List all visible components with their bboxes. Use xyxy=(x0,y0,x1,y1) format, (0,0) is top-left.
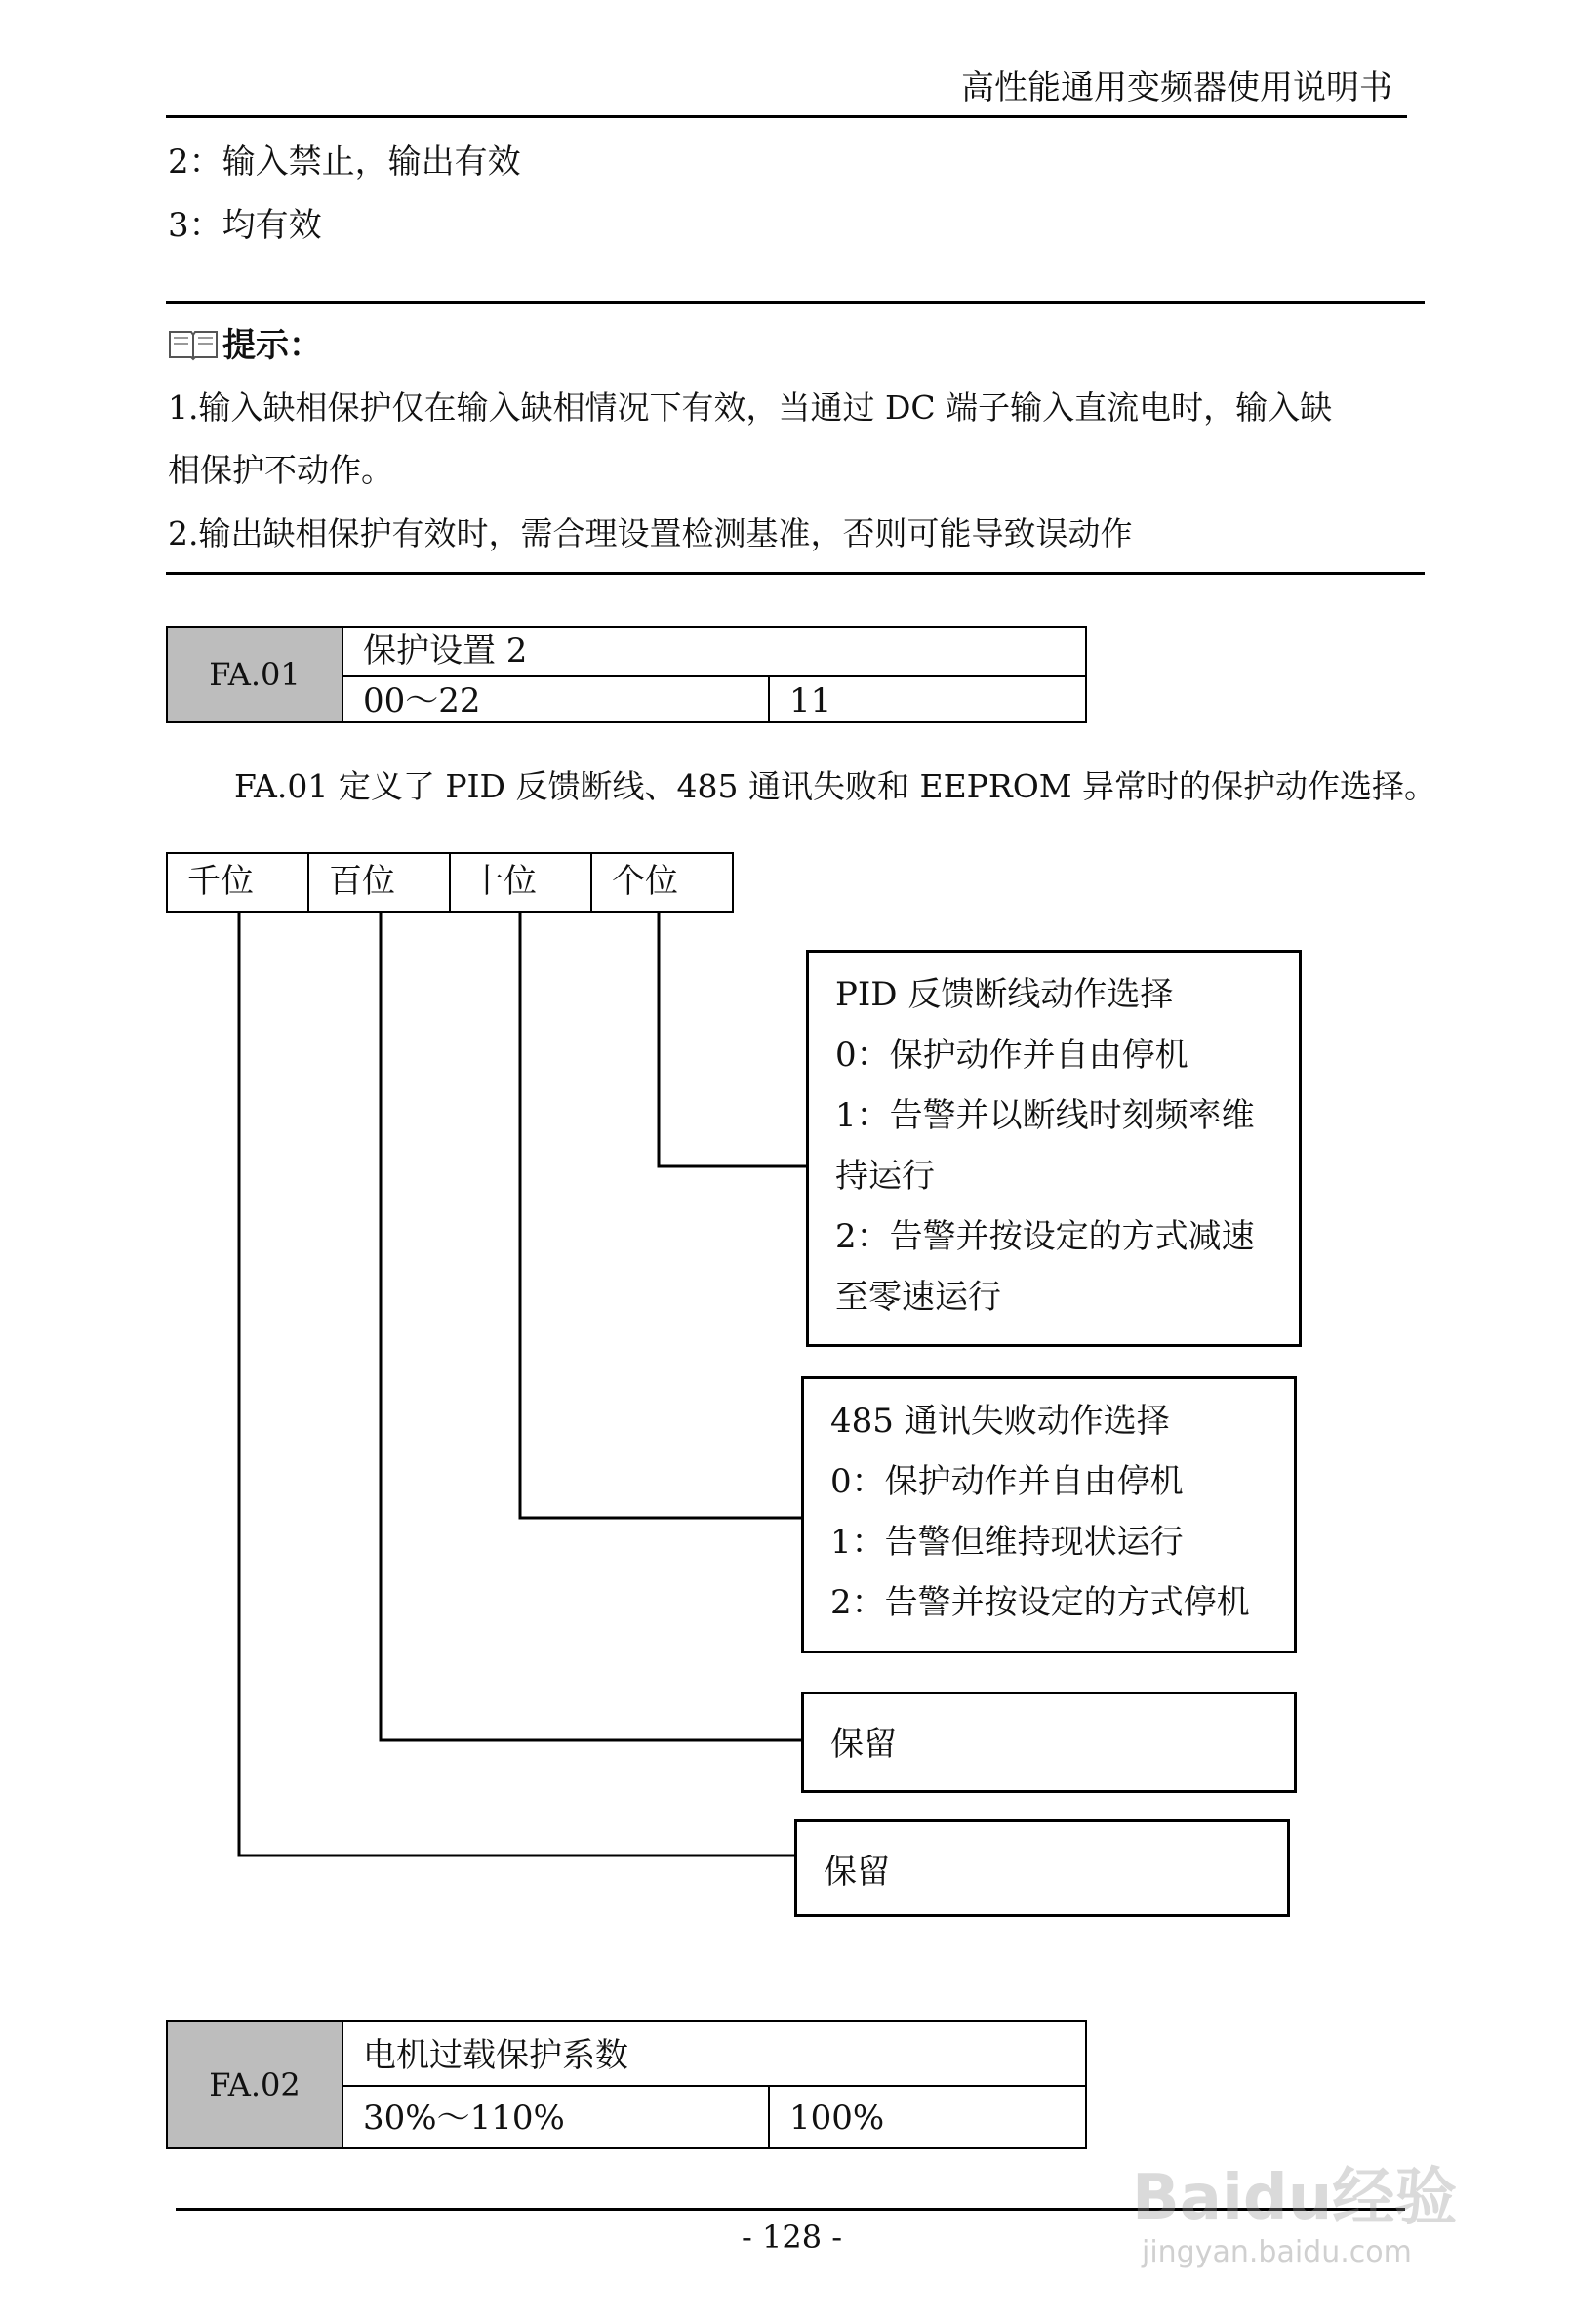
param-code: FA.01 xyxy=(168,628,343,721)
param-name: 保护设置 2 xyxy=(363,632,528,671)
page-number: - 128 - xyxy=(742,2219,843,2256)
option-hundreds-title: 保留 xyxy=(830,1725,897,1764)
option-box-ones xyxy=(806,950,1302,1347)
param-description: FA.01 定义了 PID 反馈断线、485 通讯失败和 EEPROM 异常时的保护动作选择。 xyxy=(234,767,1437,805)
digit-tens: 十位 xyxy=(449,852,592,913)
param-table-fa02 xyxy=(166,2020,1087,2149)
option-box-hundreds xyxy=(801,1692,1297,1793)
param-divider xyxy=(343,2085,1085,2087)
option-ones-line-3: 2：告警并按设定的方式减速 xyxy=(835,1217,1255,1256)
option-ones-line-4: 至零速运行 xyxy=(835,1278,1001,1317)
option-ones-title: PID 反馈断线动作选择 xyxy=(835,975,1174,1014)
param-default: 11 xyxy=(789,681,832,720)
param-default: 100% xyxy=(789,2099,885,2138)
option-tens-line-0: 0：保护动作并自由停机 xyxy=(830,1462,1184,1501)
param-range: 30%～110% xyxy=(363,2099,565,2138)
option-box-thousands xyxy=(794,1819,1290,1917)
option-box-tens xyxy=(801,1376,1297,1653)
option-tens-line-1: 1：告警但维持现状运行 xyxy=(830,1523,1184,1562)
tip-line-1: 1.输入缺相保护仅在输入缺相情况下有效，当通过 DC 端子输入直流电时，输入缺 xyxy=(168,388,1333,427)
option-ones-line-0: 0：保护动作并自由停机 xyxy=(835,1036,1188,1075)
tip-label: 提示： xyxy=(222,326,322,365)
option-tens-title: 485 通讯失败动作选择 xyxy=(830,1402,1170,1441)
param-name: 电机过载保护系数 xyxy=(363,2036,628,2075)
option-ones-line-1: 1：告警并以断线时刻频率维 xyxy=(835,1096,1255,1135)
option-tens-line-2: 2：告警并按设定的方式停机 xyxy=(830,1583,1250,1622)
tip-line-3: 2.输出缺相保护有效时，需合理设置检测基准，否则可能导致误动作 xyxy=(168,514,1133,552)
digit-thousands: 千位 xyxy=(166,852,309,913)
header-title: 高性能通用变频器使用说明书 xyxy=(961,68,1392,107)
watermark-brand: Baidu经验 xyxy=(1132,2162,1458,2234)
param-code: FA.02 xyxy=(168,2022,343,2147)
intro-line-3: 3：均有效 xyxy=(168,206,322,245)
digit-hundreds: 百位 xyxy=(307,852,451,913)
option-ones-line-2: 持运行 xyxy=(835,1157,935,1196)
digit-ones: 个位 xyxy=(590,852,734,913)
intro-line-2: 2：输入禁止，输出有效 xyxy=(168,143,521,182)
tip-line-2: 相保护不动作。 xyxy=(168,451,393,489)
watermark-url: jingyan.baidu.com xyxy=(1142,2235,1412,2269)
param-range: 00～22 xyxy=(363,681,481,720)
option-thousands-title: 保留 xyxy=(824,1853,890,1892)
